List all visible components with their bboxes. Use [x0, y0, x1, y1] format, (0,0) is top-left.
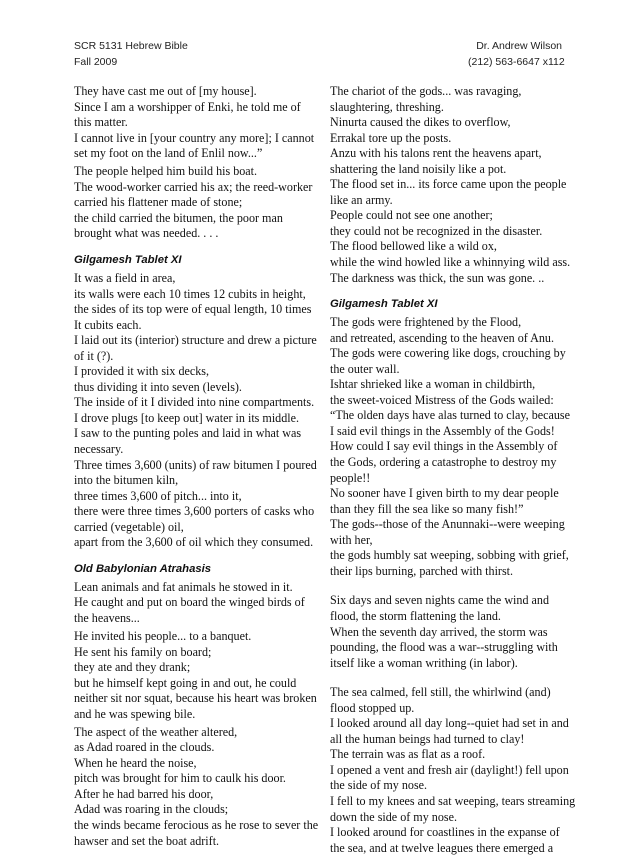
text-line: hawser and set the boat adrift.: [74, 833, 220, 848]
text-line: I laid out its (interior) structure and drew a picture: [74, 333, 317, 348]
text-line: down the side of my nose.: [330, 809, 457, 824]
header-left: [74, 38, 188, 70]
text-line: When he heard the noise,: [74, 755, 197, 770]
text-line: Lean animals and fat animals he stowed in it.: [74, 579, 293, 594]
text-paragraph: [330, 84, 570, 286]
text-line: shattering the land noisily like a pot.: [330, 161, 507, 176]
text-paragraph: [330, 593, 570, 671]
text-line: The aspect of the weather altered,: [74, 724, 238, 739]
text-line: itself like a woman writhing (in labor).: [330, 655, 518, 670]
text-line: He sent his family on board;: [74, 644, 212, 659]
course-term: Fall 2009: [74, 56, 118, 68]
text-paragraph: [74, 580, 322, 627]
text-line: Six days and seven nights came the wind and: [330, 593, 549, 608]
text-line: necessary.: [74, 441, 124, 456]
text-line: the side of my nose.: [330, 778, 428, 793]
text-paragraph: [74, 725, 322, 849]
text-line: People could not see one another;: [330, 208, 493, 223]
text-line: I said evil things in the Assembly of the Gods!: [330, 423, 555, 438]
text-line: its walls were each 10 times 12 cubits in height,: [74, 286, 306, 301]
text-paragraph: [74, 629, 322, 722]
text-line: It was a field in area,: [74, 270, 176, 285]
text-line: The sea calmed, fell still, the whirlwind (and): [330, 685, 551, 700]
text-line: the sides of its top were of equal length, 10 times: [74, 302, 312, 317]
text-line: the heavens...: [74, 610, 140, 625]
text-line: the Gods, ordering a catastrophe to destroy my: [330, 455, 557, 470]
text-line: the sweet-voiced Mistress of the Gods wailed:: [330, 392, 554, 407]
text-line: Since I am a worshipper of Enki, he told me of: [74, 99, 301, 114]
text-line: flood, the storm flattening the land.: [330, 608, 501, 623]
text-line: there were three times 3,600 porters of casks who: [74, 504, 315, 519]
text-line: I cannot live in [your country any more]; I cannot: [74, 130, 315, 145]
text-line: The wood-worker carried his ax; the reed-worker: [74, 179, 313, 194]
text-line: but he himself kept going in and out, he could: [74, 675, 297, 690]
text-paragraph: [330, 685, 576, 856]
text-line: brought what was needed. . . .: [74, 226, 219, 241]
text-line: He invited his people... to a banquet.: [74, 628, 252, 643]
header-right: [468, 38, 565, 70]
text-line: the winds became ferocious as he rose to sever the: [74, 818, 319, 833]
text-line: and retreated, ascending to the heaven of Anu.: [330, 330, 554, 345]
section-heading: Gilgamesh Tablet XI: [74, 253, 182, 266]
text-line: the outer wall.: [330, 361, 400, 376]
text-line: I looked around all day long--quiet had set in and: [330, 716, 569, 731]
right-text-column: [330, 84, 576, 856]
course-title: SCR 5131 Hebrew Bible: [74, 40, 188, 52]
text-line: and he was spewing bile.: [74, 706, 196, 721]
text-line: The darkness was thick, the sun was gone. ..: [330, 270, 545, 285]
text-paragraph: [330, 315, 570, 579]
text-line: How could I say evil things in the Assembly of: [330, 439, 558, 454]
text-line: The gods were frightened by the Flood,: [330, 315, 522, 330]
text-line: their lips burning, parched with thirst.: [330, 563, 514, 578]
left-text-column: [74, 84, 322, 849]
text-line: apart from the 3,600 of oil which they consumed.: [74, 535, 314, 550]
text-line: I opened a vent and fresh air (daylight!) fell upon: [330, 762, 569, 777]
text-line: pitch was brought for him to caulk his door.: [74, 771, 286, 786]
text-line: pounding, the flood was a war--struggling with: [330, 640, 558, 655]
text-line: Three times 3,600 (units) of raw bitumen I poured: [74, 457, 317, 472]
text-line: they could not be recognized in the disaster.: [330, 223, 543, 238]
text-line: Anzu with his talons rent the heavens apart,: [330, 146, 542, 161]
text-line: flood stopped up.: [330, 700, 415, 715]
text-line: “The olden days have alas turned to clay, because: [330, 408, 570, 423]
text-line: They have cast me out of [my house].: [74, 84, 257, 98]
text-line: The inside of it I divided into nine compartments.: [74, 395, 315, 410]
text-line: while the wind howled like a whinnying wild ass.: [330, 255, 571, 270]
text-line: The flood bellowed like a wild ox,: [330, 239, 497, 254]
instructor-name: Dr. Andrew Wilson: [476, 40, 562, 52]
text-line: as Adad roared in the clouds.: [74, 740, 215, 755]
text-line: Errakal tore up the posts.: [330, 130, 452, 145]
text-line: The people helped him build his boat.: [74, 164, 258, 179]
text-paragraph: [74, 84, 322, 162]
text-line: people!!: [330, 470, 371, 485]
section-heading: Gilgamesh Tablet XI: [330, 298, 438, 311]
text-line: the gods humbly sat weeping, sobbing with grief,: [330, 548, 569, 563]
text-line: The chariot of the gods... was ravaging,: [330, 84, 522, 98]
text-line: I provided it with six decks,: [74, 364, 210, 379]
text-line: The flood set in... its force came upon the people: [330, 177, 567, 192]
text-line: carried his flattener made of stone;: [74, 195, 243, 210]
text-line: set my foot on the land of Enlil now...”: [74, 146, 263, 161]
text-line: with her,: [330, 532, 373, 547]
text-line: neither sit nor squat, because his heart was broken: [74, 691, 317, 706]
text-line: thus dividing it into seven (levels).: [74, 379, 242, 394]
text-line: all the human beings had turned to clay!: [330, 731, 525, 746]
text-line: I fell to my knees and sat weeping, tears streaming: [330, 793, 576, 808]
section-heading: Old Babylonian Atrahasis: [74, 562, 212, 575]
text-line: into the bitumen kiln,: [74, 473, 179, 488]
text-line: than they fill the sea like so many fish!”: [330, 501, 524, 516]
text-line: The gods were cowering like dogs, crouching by: [330, 346, 566, 361]
text-line: I saw to the punting poles and laid in what was: [74, 426, 302, 441]
text-line: carried (vegetable) oil,: [74, 519, 184, 534]
text-line: of it (?).: [74, 348, 114, 363]
text-line: I looked around for coastlines in the expanse of: [330, 825, 560, 840]
text-line: the child carried the bitumen, the poor man: [74, 210, 283, 225]
text-line: they ate and they drank;: [74, 660, 191, 675]
instructor-phone: (212) 563-6647 x112: [468, 56, 565, 68]
text-line: Ishtar shrieked like a woman in childbirth,: [330, 377, 536, 392]
text-line: After he had barred his door,: [74, 786, 214, 801]
text-line: He caught and put on board the winged birds of: [74, 595, 305, 610]
text-line: slaughtering, threshing.: [330, 99, 444, 114]
text-paragraph: [74, 271, 322, 551]
text-line: Ninurta caused the dikes to overflow,: [330, 115, 511, 130]
text-line: The terrain was as flat as a roof.: [330, 747, 486, 762]
text-line: The gods--those of the Anunnaki--were weeping: [330, 517, 565, 532]
text-line: I drove plugs [to keep out] water in its middle.: [74, 410, 300, 425]
text-line: three times 3,600 of pitch... into it,: [74, 488, 242, 503]
text-line: It cubits each.: [74, 317, 142, 332]
text-line: Adad was roaring in the clouds;: [74, 802, 229, 817]
text-line: this matter.: [74, 115, 128, 130]
text-line: like an army.: [330, 192, 393, 207]
text-line: No sooner have I given birth to my dear people: [330, 486, 559, 501]
text-paragraph: [74, 164, 322, 242]
text-line: the sea, and at twelve leagues there emerged a: [330, 840, 554, 855]
text-line: When the seventh day arrived, the storm was: [330, 624, 548, 639]
